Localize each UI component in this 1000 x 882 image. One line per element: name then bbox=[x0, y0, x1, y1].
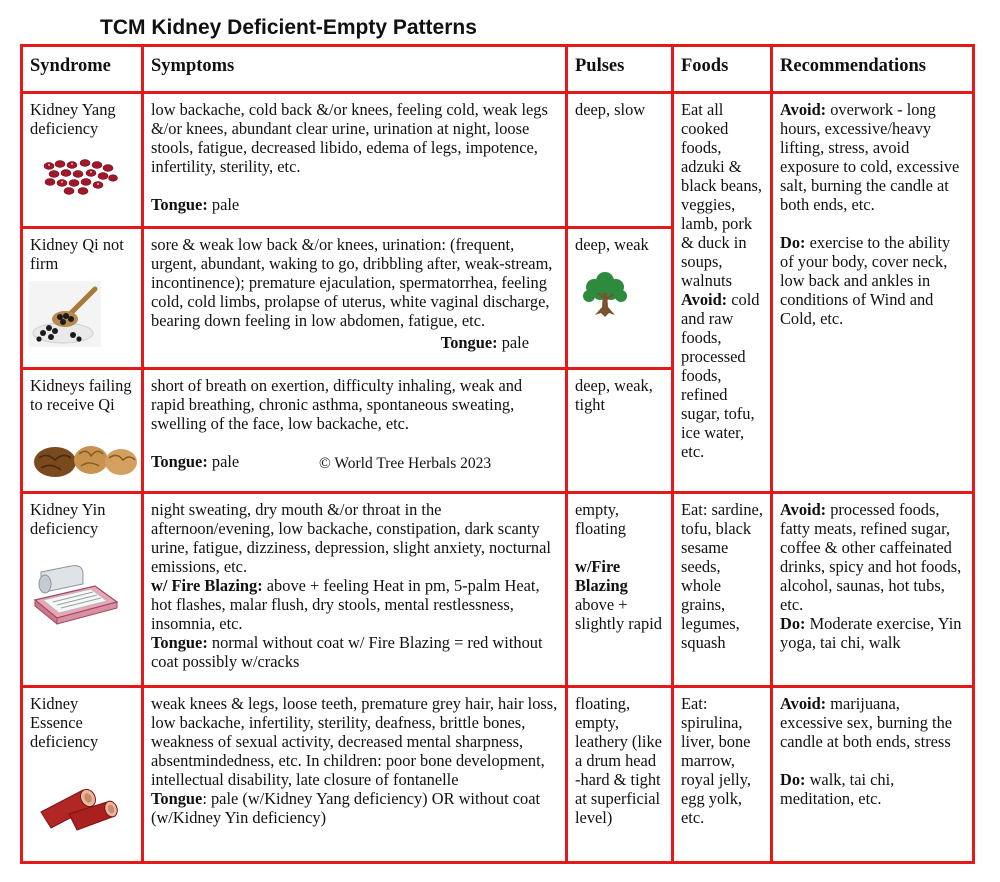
syndrome-label: Kidney Essence deficiency bbox=[30, 694, 99, 751]
header-symptoms: Symptoms bbox=[141, 44, 568, 94]
symptoms-kidney-yin: night sweating, dry mouth &/or throat in the afternoon/evening, low backache, constipation, dark scanty urine, fatigue, dizziness, depression, slight anxiety, nocturnal emissions, etc. w/ Fire Blazing: above + feeling Heat in pm, 5-palm Heat, hot flashes, malar flush, dry stools, mental restlessness, insomnia, etc. Tongue: normal without coat w/ Fire Blazing = red without coat possibly w/cracks bbox=[141, 491, 568, 688]
symptoms-kidney-essence: weak knees & legs, loose teeth, premature grey hair, hair loss, low backache, infertility, sterility, deafness, brittle bones, weakness of sexual activity, decreased mental sharpness, absentmindedness, etc. In children: poor bone development, intellectual disability, late closure of fontanelle Tongue: pale (w/Kidney Yang deficiency) OR without coat (w/Kidney Yin deficiency) bbox=[141, 685, 568, 864]
foods-yang-group: Eat all cooked foods, adzuki & black beans, veggies, lamb, pork & duck in soups, walnuts Avoid: cold and raw foods, processed foods, refined sugar, tofu, ice water, etc. bbox=[671, 91, 773, 494]
pulses-kidney-yang: deep, slow bbox=[565, 91, 674, 229]
syndrome-label: Kidney Yang deficiency bbox=[30, 100, 116, 138]
foods-kidney-essence: Eat: spirulina, liver, bone marrow, royal jelly, egg yolk, etc. bbox=[671, 685, 773, 864]
deer-antler-image bbox=[35, 784, 121, 834]
foods-kidney-yin: Eat: sardine, tofu, black sesame seeds, whole grains, legumes, squash bbox=[671, 491, 773, 688]
syndrome-kidney-essence bbox=[20, 685, 144, 864]
pulses-kidney-yin: empty, floating w/Fire Blazing above + slightly rapid bbox=[565, 491, 674, 688]
syndrome-label: Kidneys failing to receive Qi bbox=[30, 376, 132, 414]
pulses-kidney-essence: floating, empty, leathery (like a drum head -hard & tight at superficial level) bbox=[565, 685, 674, 864]
recommendations-yang-group: Avoid: overwork - long hours, excessive/heavy lifting, stress, avoid exposure to cold, excessive salt, burning the candle at both ends, etc. Do: exercise to the ability of your body, cover neck, low back and ankles in conditions of Wind and Cold, etc. bbox=[770, 91, 975, 494]
header-syndrome: Syndrome bbox=[20, 44, 144, 94]
symptoms-kidney-qi-not-firm: sore & weak low back &/or knees, urination: (frequent, urgent, abundant, waking to go, dribbling after, weak-stream, incontinence); premature ejaculation, spermatorrhea, feeling cold, cold limbs, prolapse of uterus, white vaginal discharge, bearing down feeling in low abdomen, fatigue, etc. Tongue: pale bbox=[141, 226, 568, 370]
tree-logo-image bbox=[578, 271, 632, 319]
header-recommendations: Recommendations bbox=[770, 44, 975, 94]
walnuts-image bbox=[31, 440, 141, 480]
symptoms-kidneys-failing-receive-qi: short of breath on exertion, difficulty inhaling, weak and rapid breathing, chronic asthma, spontaneous sweating, swelling of the face, low backache, etc. Tongue: pale © World Tree Herbals 2023 bbox=[141, 367, 568, 494]
syndrome-kidney-yin bbox=[20, 491, 144, 688]
syndrome-kidney-qi-not-firm bbox=[20, 226, 144, 370]
syndrome-kidney-yang bbox=[20, 91, 144, 229]
sardine-tin-image bbox=[31, 562, 121, 632]
schisandra-berries-image bbox=[29, 281, 101, 347]
symptoms-kidney-yang: low backache, cold back &/or knees, feeling cold, weak legs &/or knees, abundant clear urine, urination at night, loose stools, fatigue, decreased libido, edema of legs, impotence, infertility, sterility, etc. Tongue: pale bbox=[141, 91, 568, 229]
page-title: TCM Kidney Deficient-Empty Patterns bbox=[100, 16, 477, 39]
copyright-notice: © World Tree Herbals 2023 bbox=[319, 455, 492, 472]
syndrome-label: Kidney Yin deficiency bbox=[30, 500, 106, 538]
syndrome-label: Kidney Qi not firm bbox=[30, 235, 124, 273]
pulses-kidney-qi-not-firm: deep, weak bbox=[565, 226, 674, 370]
recommendations-kidney-essence: Avoid: marijuana, excessive sex, burning the candle at both ends, stress Do: walk, tai chi, meditation, etc. bbox=[770, 685, 975, 864]
adzuki-beans-image bbox=[41, 156, 119, 196]
recommendations-kidney-yin: Avoid: processed foods, fatty meats, refined sugar, coffee & other caffeinated drinks, spicy and hot foods, alcohol, saunas, hot tubs, etc. Do: Moderate exercise, Yin yoga, tai chi, walk bbox=[770, 491, 975, 688]
header-foods: Foods bbox=[671, 44, 773, 94]
header-pulses: Pulses bbox=[565, 44, 674, 94]
pulses-kidneys-failing-receive-qi: deep, weak, tight bbox=[565, 367, 674, 494]
syndrome-kidneys-failing-receive-qi bbox=[20, 367, 144, 494]
